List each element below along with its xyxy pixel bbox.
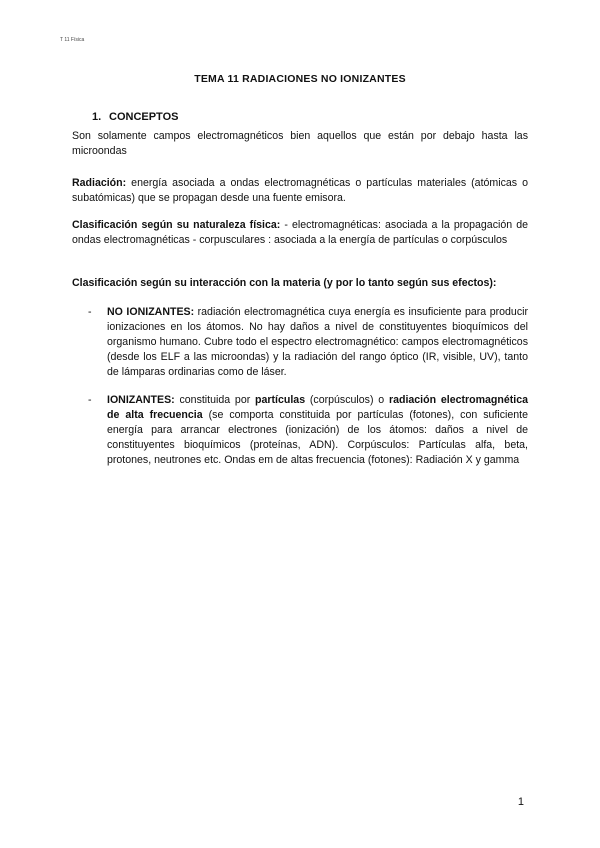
clasificacion-interaccion-text: Clasificación según su interacción con la materia (y por lo tanto según sus efectos): bbox=[72, 277, 497, 289]
section-label: CONCEPTOS bbox=[109, 111, 179, 123]
bullet-text bbox=[107, 305, 528, 380]
no-ionizantes-term: NO IONIZANTES: bbox=[107, 306, 195, 318]
bullet-text bbox=[107, 393, 528, 468]
header-note: T 11 Física bbox=[60, 37, 85, 43]
clasificacion-fisica-term: Clasificación según su naturaleza física: bbox=[72, 219, 281, 231]
document-title: TEMA 11 RADIACIONES NO IONIZANTES bbox=[194, 73, 406, 85]
clasificacion-interaccion-heading bbox=[72, 276, 528, 291]
ionizantes-text-c: (se comporta constituida por partículas (fotones), con suficiente energía para arrancar electrones (ionización) de los átomos: daños a nivel de constituyentes bioquímicos (proteínas, ADN). Corpúsculos: Partículas alfa, beta, protones, neutrones etc. Ondas em de altas frecuencia (fotones): Radiación X y gamma bbox=[107, 409, 528, 466]
intro-paragraph: Son solamente campos electromagnéticos bien aquellos que están por debajo hasta las microondas bbox=[72, 130, 528, 157]
section-number: 1. bbox=[92, 111, 102, 123]
radiacion-text: energía asociada a ondas electromagnéticas o partículas materiales (atómicas o subatómicas) que se propagan desde una fuente emisora. bbox=[72, 177, 528, 204]
ionizantes-term: IONIZANTES: bbox=[107, 394, 175, 406]
clasificacion-fisica-text: - electromagnéticas: asociada a la propagación de ondas electromagnéticas - corpusculares : asociada a la energía de partículas o corpúsculos bbox=[72, 219, 529, 246]
radiacion-paragraph bbox=[72, 176, 528, 206]
page-number: 1 bbox=[517, 796, 524, 808]
list-item-no-ionizantes bbox=[88, 305, 528, 380]
radiacion-alta-frecuencia-term: radiación electromagnética de alta frecuencia bbox=[107, 394, 529, 421]
no-ionizantes-text: radiación electromagnética cuya energía es insuficiente para producir ionizaciones en los átomos. No hay daños a nivel de constituyentes bioquímicos del organismo humano. Cubre todo el espectro electromagnético: campos electromagnéticos (desde los ELF a las microondas) y la radiación del rango óptico (IR, visible, UV), tanto de lámparas ordinarias como de láser. bbox=[107, 306, 528, 378]
list-item-ionizantes bbox=[88, 393, 528, 468]
ionizantes-text-b: (corpúsculos) o bbox=[305, 394, 389, 406]
particulas-term: partículas bbox=[255, 394, 306, 406]
clasificacion-fisica-paragraph bbox=[72, 218, 528, 248]
section-heading bbox=[92, 111, 178, 123]
ionizantes-text-a: constituida por bbox=[174, 394, 256, 406]
bullet-dash: - bbox=[88, 306, 92, 318]
bullet-dash: - bbox=[88, 394, 92, 406]
radiacion-term: Radiación: bbox=[72, 177, 127, 189]
